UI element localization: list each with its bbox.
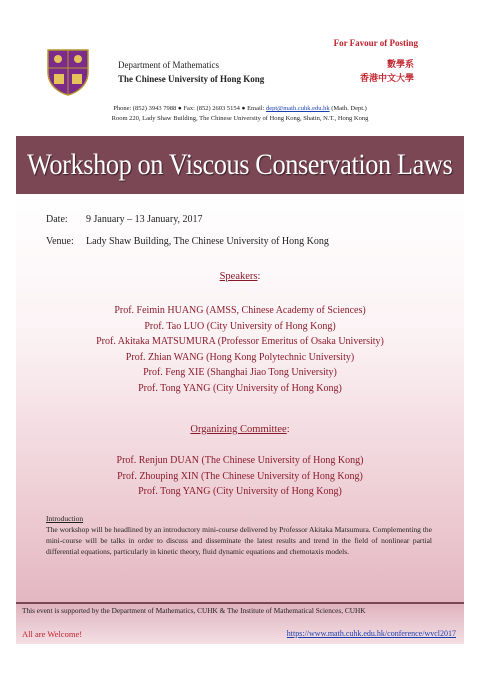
contact-suffix: (Math. Dept.) [329,105,367,112]
speakers-heading-text: Speakers [219,271,258,282]
email-link[interactable]: dept@math.cuhk.edu.hk [266,105,330,112]
speaker-item: Prof. Feng XIE (Shanghai Jiao Tong University) [143,367,337,378]
workshop-title: Workshop on Viscous Conservation Laws [27,148,453,181]
introduction-heading: Introduction [46,514,84,523]
speaker-item: Prof. Akitaka MATSUMURA (Professor Emeritus of Osaka University) [96,336,384,347]
venue-row [46,236,329,247]
university-name-zh: 香港中文大學 [359,74,414,84]
department-name: Department of Mathematics [118,60,219,70]
committee-heading: Organizing Committee: [190,424,290,435]
contact-info [0,104,480,124]
title-banner [16,136,464,194]
committee-list [0,453,480,500]
introduction-section [46,513,432,557]
speaker-item: Prof. Tong YANG (City University of Hong Kong) [138,382,342,394]
committee-item: Prof. Renjun DUAN (The Chinese University of Hong Kong) [116,455,364,466]
posting-note: For Favour of Posting [333,38,418,48]
speaker-item: Prof. Zhian WANG (Hong Kong Polytechnic University) [125,351,355,363]
department-name-zh: 數學系 [386,60,414,70]
venue-label: Venue: [46,236,74,247]
university-crest-logo [46,48,90,96]
committee-heading-text: Organizing Committee [190,424,287,435]
date-row [46,214,203,225]
committee-item: Prof. Zhouping XIN (The Chinese University of Hong Kong) [117,470,363,482]
department-chinese [360,58,414,86]
speaker-item: Prof. Tao LUO (City University of Hong Kong) [144,320,336,332]
contact-line [0,104,480,114]
committee-item: Prof. Tong YANG (City University of Hong Kong) [138,486,342,497]
date-label: Date: [46,214,68,225]
introduction-text: The workshop will be headlined by an introductory mini-course delivered by Professor Akitaka Matsumura. Complementing the mini-course will be talks in order to discuss and disseminate the latest results and trend in the field of nonlinear partial differential equations, particularly in kinetic theory, fluid dynamic equations and chemotaxis models. [46,525,432,556]
conference-url-link[interactable]: https://www.math.cuhk.edu.hk/conference/wvcl2017 [286,629,456,638]
support-statement: This event is supported by the Department of Mathematics, CUHK & The Institute of Mathematical Sciences, CUHK [22,606,366,615]
speakers-heading: Speakers: [219,271,261,282]
venue-value: Lady Shaw Building, The Chinese University of Hong Kong [86,236,329,247]
department-english [118,58,264,86]
welcome-note: All are Welcome! [22,629,83,639]
date-value: 9 January – 13 January, 2017 [86,214,203,225]
contact-phone-fax: Phone: (852) 3943 7988 ● Fax: (852) 2603 5154 ● Email: [113,105,267,112]
speakers-list [0,303,480,396]
speaker-item: Prof. Feimin HUANG (AMSS, Chinese Academy of Sciences) [114,305,366,316]
address-line: Room 220, Lady Shaw Building, The Chinese University of Hong Kong, Shatin, N.T., Hong Kong [111,115,369,122]
university-name: The Chinese University of Hong Kong [118,74,265,84]
